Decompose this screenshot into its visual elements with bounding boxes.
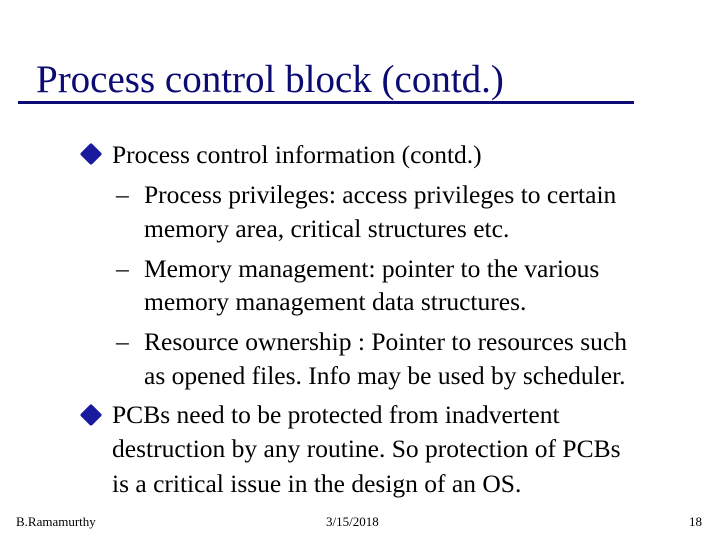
sub-item-2-line-2: memory management data structures.: [144, 287, 527, 316]
sub-item-3-line-2: as opened files. Info may be used by scheduler.: [144, 361, 626, 390]
footer-author: B.Ramamurthy: [16, 514, 96, 529]
diamond-bullet-icon: [80, 404, 103, 427]
slide-title: Process control block (contd.): [36, 58, 504, 101]
sub-item-1-line-2: memory area, critical structures etc.: [144, 214, 510, 243]
footer-page-number: 18: [689, 514, 702, 529]
sub-item-1-dash: –: [116, 180, 129, 209]
bullet-2-line-3: is a critical issue in the design of an OS.: [112, 469, 522, 498]
diamond-bullet-icon: [80, 143, 103, 166]
sub-item-1-line-1: Process privileges: access privileges to certain: [144, 180, 617, 209]
bullet-2-line-1: PCBs need to be protected from inadvertent: [112, 400, 560, 429]
sub-item-3-dash: –: [116, 327, 129, 356]
sub-item-2-line-1: Memory management: pointer to the various: [144, 254, 600, 283]
sub-item-2-dash: –: [116, 254, 129, 283]
bullet-2-line-2: destruction by any routine. So protection of PCBs: [112, 434, 621, 463]
sub-item-3-line-1: Resource ownership : Pointer to resources such: [144, 327, 627, 356]
footer-date: 3/15/2018: [326, 514, 379, 529]
bullet-1-text: Process control information (contd.): [112, 140, 482, 169]
